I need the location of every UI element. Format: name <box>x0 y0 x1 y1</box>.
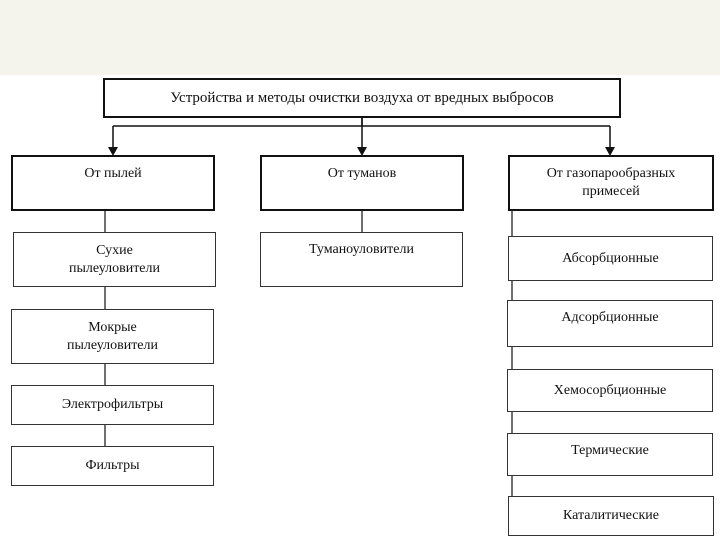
header-gas-box <box>508 155 714 211</box>
item-adsorption: Адсорбционные <box>507 300 713 347</box>
header-dust: От пылей <box>84 166 142 181</box>
header-gas: От газопарообразных примесей <box>546 166 676 199</box>
item-wet-dust-collectors: Мокрые пылеуловители <box>11 309 214 364</box>
item-chemisorption: Хемосорбционные <box>507 369 713 412</box>
item-dry-dust-collectors: Сухие пылеуловители <box>13 232 216 287</box>
header-mist: От туманов <box>327 166 397 181</box>
item-catalytic: Каталитические <box>508 496 714 536</box>
item-thermal: Термические <box>507 433 713 476</box>
item-absorption: Абсорбционные <box>508 236 713 281</box>
diagram-title: Устройства и методы очистки воздуха от вредных выбросов <box>170 90 554 106</box>
item-electrofilters: Электрофильтры <box>11 385 214 425</box>
header-mist-box <box>260 155 464 211</box>
header-dust-box <box>11 155 215 211</box>
item-mist-collectors: Туманоуловители <box>260 232 463 287</box>
diagram-title-box <box>103 78 621 118</box>
item-filters: Фильтры <box>11 446 214 486</box>
